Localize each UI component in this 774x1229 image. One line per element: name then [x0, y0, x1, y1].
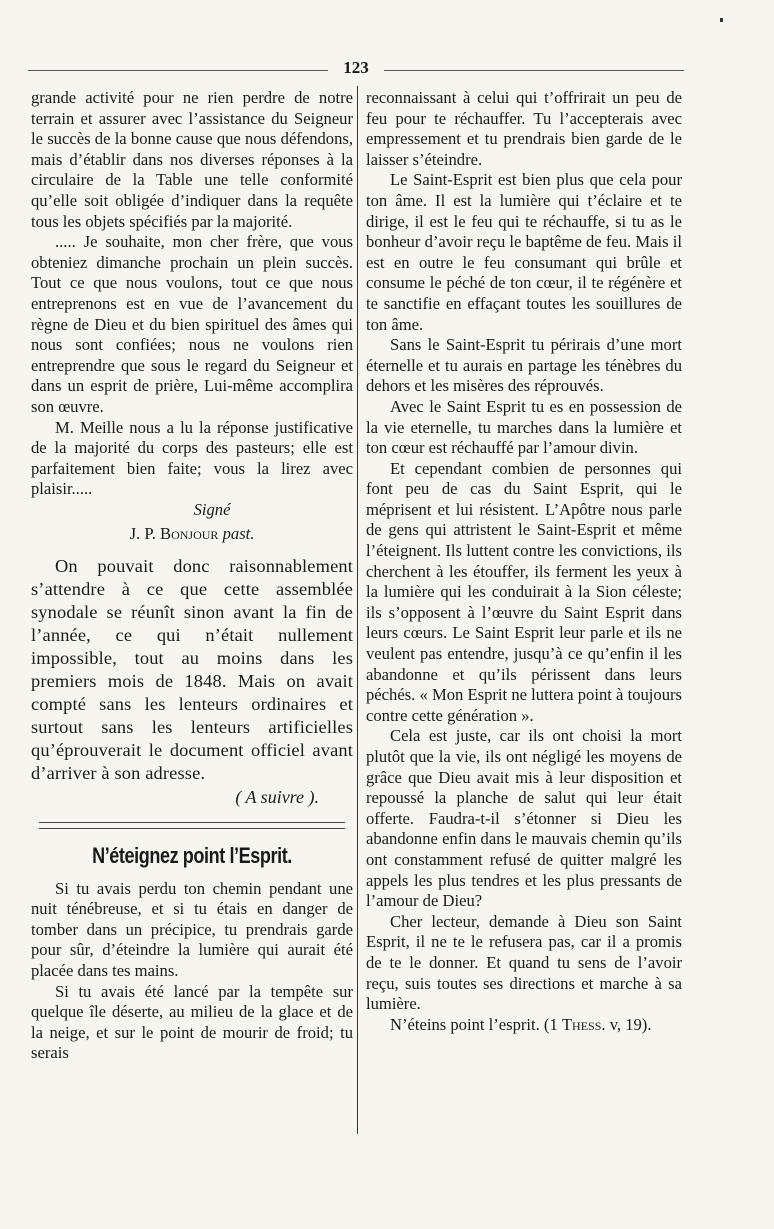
left-column: [31, 88, 353, 1064]
signe-label: Signé: [193, 499, 231, 519]
paragraph: grande activité pour ne rien perdre de notre terrain et assurer avec l’assistance du Seigneur le succès de la bonne cause que nous défendons, mais d’établir dans nos diverses réponses à la circulaire de la Table une telle conformité qu’elle soit obligée d’indiquer dans la requête tous les objets spécifiés par la majorité.: [31, 88, 353, 231]
closing-paragraph: [366, 1015, 682, 1036]
signature: [31, 524, 353, 545]
section-heading: N’éteignez point l’Esprit.: [92, 842, 292, 868]
ink-mark: [720, 18, 723, 22]
continued-note: ( A suivre ).: [235, 787, 319, 808]
right-column: [366, 88, 682, 1035]
paragraph: Le Saint-Esprit est bien plus que cela pour ton âme. Il est la lumière qui t’éclaire et te dirige, il est le feu qui te réchauffe, si tu as le bonheur d’avoir reçu le baptême de feu. Mais il est en outre le feu consumant qui brûle et consume le péché de ton cœur, il te régénère et te sanctifie en effaçant toutes les souillures de ton âme.: [366, 170, 682, 334]
paragraph: Si tu avais perdu ton chemin pendant une nuit ténébreuse, et si tu étais en danger de tomber dans un précipice, tu prendrais garde pour sûr, d’éteindre la lumière qui aurait été placée dans tes mains.: [31, 878, 353, 981]
page-number: 123: [343, 58, 369, 77]
paragraph: On pouvait donc raisonnablement s’attendre à ce que cette assemblée synodale se réunît sinon avant la fin de l’année, ce qui n’était nullement impossible, tout au moins dans les premiers mois de 1848. Mais on avait compté sans les lenteurs ordinaires et surtout sans les lenteurs artificielles qu’éprouverait le document officiel avant d’arriver à son adresse.: [31, 556, 353, 784]
paragraph: M. Meille nous a lu la réponse justificative de la majorité du corps des pasteurs; elle est parfaitement bien faite; vous la lirez avec plaisir.....: [31, 417, 353, 499]
closing-text: N’éteins point l’esprit. (1: [390, 1014, 562, 1034]
signature-name: J. P. Bonjour: [129, 524, 219, 544]
paragraph: Et cependant combien de personnes qui font peu de cas du Saint Esprit, qui le méprisent et lui résistent. L’Apôtre nous parle de gens qui attristent le Saint-Esprit et même l’éteignent. Ils luttent contre les convictions, ils cherchent à les étouffer, ils ferment les yeux à la lumière qui les conduirait à la Sion céleste; ils s’opposent à l’œuvre du Saint Esprit dans leurs cœurs. Le Saint Esprit leur parle et ils ne veulent pas entendre, jusqu’à ce qu’enfin il les abandonne et qu’ils périssent dans leurs péchés. « Mon Esprit ne luttera point à toujours contre cette génération ».: [366, 458, 682, 725]
paragraph: Si tu avais été lancé par la tempête sur quelque île déserte, au milieu de la glace et de la neige, et sur le point de mourir de froid; tu serais: [31, 981, 353, 1063]
scripture-verse: v, 19).: [605, 1014, 652, 1034]
section-separator: [39, 822, 345, 829]
page-header: [28, 58, 684, 80]
scripture-book: Thess.: [561, 1014, 606, 1034]
paragraph: Avec le Saint Esprit tu es en possession de la vie eternelle, tu marches dans la lumière et ton cœur est réchauffé par l’amour divin.: [366, 396, 682, 458]
paragraph: ..... Je souhaite, mon cher frère, que vous obteniez dimanche prochain un plein succès. Tout ce que nous voulons, tout ce que nous entreprenons est en vue de l’avancement du règne de Dieu et du bien spirituel des âmes qui nous sont confiées; nous ne voulons rien entreprendre que sous le regard du Seigneur et dans un esprit de prière, Lui-même accomplira son œuvre.: [31, 232, 353, 416]
paragraph: reconnaissant à celui qui t’offrirait un peu de feu pour te réchauffer. Tu l’accepterais avec empressement et tu prendrais bien garde de le laisser s’éteindre.: [366, 88, 682, 169]
signature-title: past.: [222, 524, 255, 544]
paragraph: Cela est juste, car ils ont choisi la mort plutôt que la vie, ils ont négligé les moyens de grâce que Dieu avait mis à leur disposition et repoussé la planche de salut qui leur était offerte. Faudra-t-il s’étonner si Dieu les abandonne enfin dans le mauvais chemin qu’ils ont constamment refusé de quitter malgré les appels les plus tendres et les plus pressants de l’amour de Dieu?: [366, 726, 682, 911]
column-divider: [357, 86, 358, 1134]
header-rule-right: [384, 70, 684, 71]
paragraph: Sans le Saint-Esprit tu périrais d’une mort éternelle et tu aurais en partage les ténèbres du dehors et les misères des réprouvés.: [366, 335, 682, 396]
paragraph: Cher lecteur, demande à Dieu son Saint Esprit, il ne te le refusera pas, car il a promis de te le donner. Et quand tu sens de l’avoir reçu, suis toutes ses directions et marche à sa lumière.: [366, 911, 682, 1014]
